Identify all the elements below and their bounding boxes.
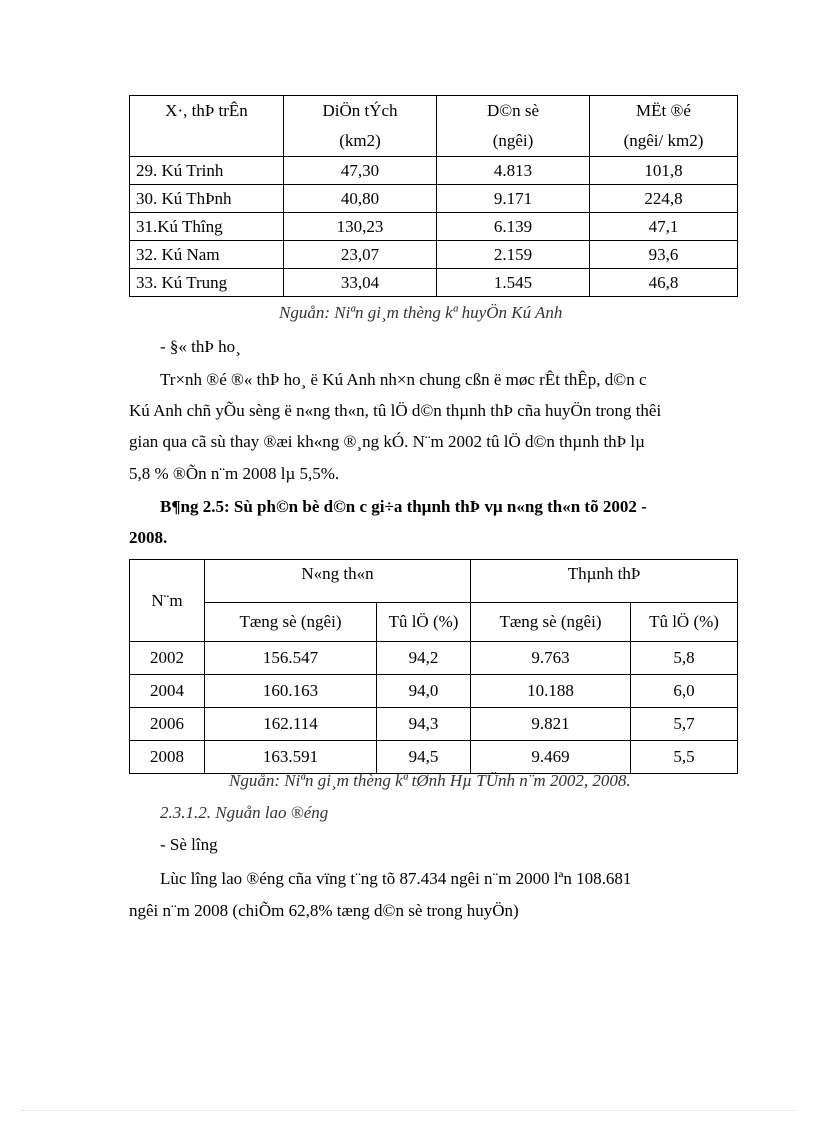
subheader-ratio: Tû lÖ (%) [377,603,471,642]
year-header: N¨m [130,560,205,642]
paragraph-line: Tr×nh ®é ®« thÞ ho¸ ë Kú Anh nh×n chung cßn ë møc rÊt thÊp, d©n c [160,370,647,389]
urban-total-cell: 10.188 [471,675,631,708]
header-text: X·, thÞ trÊn [165,101,248,120]
population-cell: 6.139 [437,213,590,241]
table-row [130,213,738,241]
header-text: D©n sè [486,101,540,120]
urban-ratio-cell: 5,5 [631,741,738,774]
rural-total-cell: 162.114 [205,708,377,741]
paragraph-line: gian qua cã sù thay ®æi kh«ng ®¸ng kÓ. N¨m 2002 tû lÖ d©n thµnh thÞ lµ [129,432,645,451]
commune-name: 30. Kú ThÞnh [130,185,284,213]
rural-total-cell: 163.591 [205,741,377,774]
year-cell: 2006 [130,708,205,741]
year-cell: 2002 [130,642,205,675]
urban-group-header: Thµnh thÞ [471,560,738,603]
table1-source: Nguån: Niªn gi¸m thèng kª huyÖn Kú Anh [279,303,563,322]
urban-ratio-cell: 6,0 [631,675,738,708]
area-cell: 23,07 [284,241,437,269]
density-cell: 46,8 [590,269,738,297]
urban-total-cell: 9.763 [471,642,631,675]
header-text: (ngêi/ km2) [623,131,704,150]
header-text [130,126,283,156]
area-cell: 40,80 [284,185,437,213]
population-cell: 2.159 [437,241,590,269]
table-row [130,157,738,185]
subheader-total: Tæng sè (ngêi) [471,603,631,642]
rural-total-cell: 160.163 [205,675,377,708]
commune-name: 33. Kú Trung [130,269,284,297]
population-cell: 9.171 [437,185,590,213]
subheader-total: Tæng sè (ngêi) [205,603,377,642]
urban-total-cell: 9.469 [471,741,631,774]
header-text: MËt ®é [636,101,691,120]
density-cell: 93,6 [590,241,738,269]
rural-ratio-cell: 94,0 [377,675,471,708]
subsection-heading: 2.3.1.2. Nguån lao ®éng [160,803,329,822]
table-row [130,741,738,774]
population-cell: 1.545 [437,269,590,297]
paragraph-line: Kú Anh chñ yÕu sèng ë n«ng th«n, tû lÖ d©n thµnh thÞ cña huyÖn trong thêi [129,401,662,420]
table-header-row [130,560,738,603]
paragraph-line: ngêi n¨m 2008 (chiÕm 62,8% tæng d©n sè trong huyÖn) [129,901,519,920]
table-row [130,642,738,675]
urban-ratio-cell: 5,8 [631,642,738,675]
commune-density-table [129,95,738,297]
urban-total-cell: 9.821 [471,708,631,741]
paragraph-line: 5,8 % ®Õn n¨m 2008 lµ 5,5%. [129,464,340,483]
section-heading: - §« thÞ ho¸ [160,337,241,356]
header-cell [284,96,437,157]
header-cell [590,96,738,157]
area-cell: 33,04 [284,269,437,297]
header-cell [437,96,590,157]
area-cell: 130,23 [284,213,437,241]
header-text: (km2) [339,131,381,150]
urban-ratio-cell: 5,7 [631,708,738,741]
year-cell: 2004 [130,675,205,708]
table2-caption-cont: 2008. [129,528,168,547]
year-cell: 2008 [130,741,205,774]
population-distribution-table [129,559,738,774]
paragraph-line: Lùc lîng lao ®éng cña vïng t¨ng tõ 87.434 ngêi n¨m 2000 lªn 108.681 [160,869,632,888]
density-cell: 101,8 [590,157,738,185]
table2-caption: B¶ng 2.5: Sù ph©n bè d©n c gi÷a thµnh thÞ vµ n«ng th«n tõ 2002 - [160,497,647,516]
rural-total-cell: 156.547 [205,642,377,675]
table-row [130,708,738,741]
table-header-row [130,96,738,157]
rural-ratio-cell: 94,2 [377,642,471,675]
population-cell: 4.813 [437,157,590,185]
table-subheader-row [130,603,738,642]
density-cell: 47,1 [590,213,738,241]
header-text: (ngêi) [492,131,534,150]
table-row [130,675,738,708]
table-row [130,241,738,269]
table-row [130,185,738,213]
rural-group-header: N«ng th«n [205,560,471,603]
commune-name: 31.Kú Thîng [130,213,284,241]
rural-ratio-cell: 94,5 [377,741,471,774]
table-row [130,269,738,297]
area-cell: 47,30 [284,157,437,185]
header-text: DiÖn tÝch [322,101,398,120]
commune-name: 29. Kú Trinh [130,157,284,185]
subheader-ratio: Tû lÖ (%) [631,603,738,642]
rural-ratio-cell: 94,3 [377,708,471,741]
page-bottom-divider [20,1110,796,1111]
header-cell [130,96,284,157]
table2-source: Nguån: Niªn gi¸m thèng kª tØnh Hµ TÜnh n¨m 2002, 2008. [229,771,631,790]
density-cell: 224,8 [590,185,738,213]
section-item: - Sè lîng [160,835,218,854]
commune-name: 32. Kú Nam [130,241,284,269]
